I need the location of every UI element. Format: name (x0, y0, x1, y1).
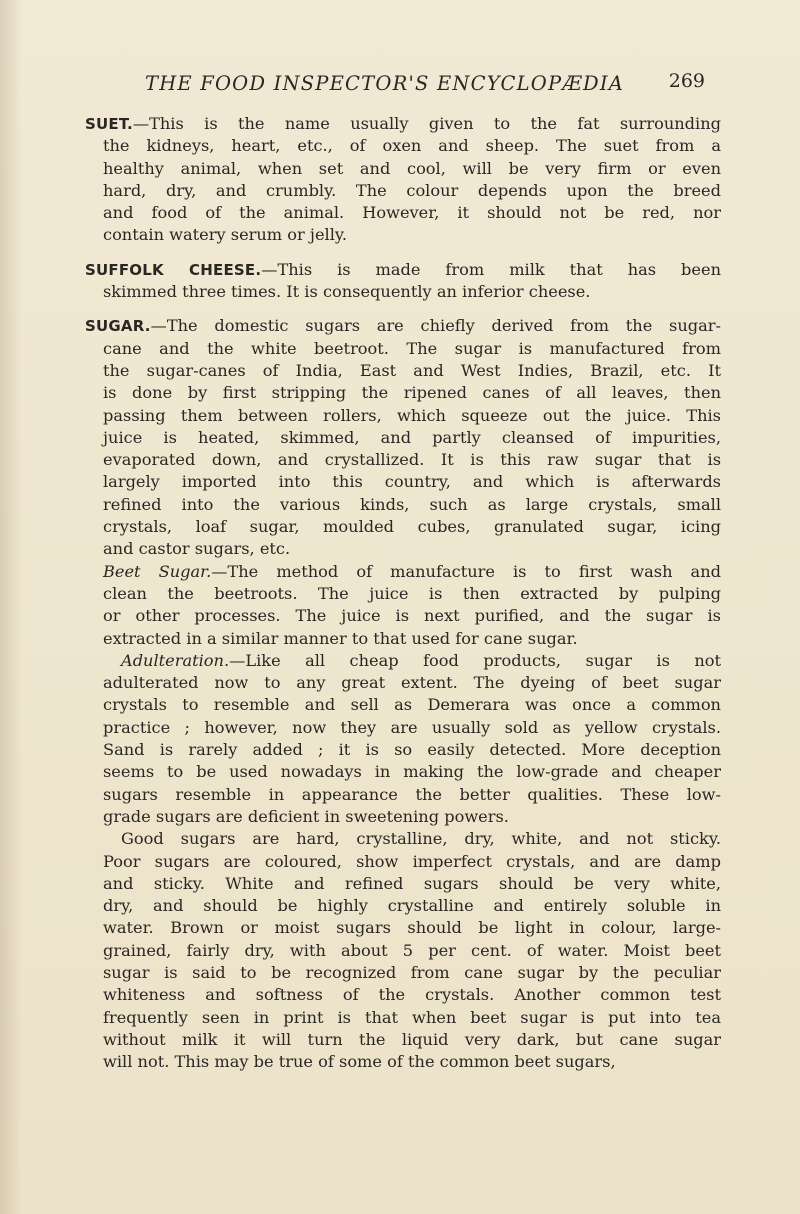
entry-line: evaporated down, and crystallized. It is this raw sugar that is (103, 450, 721, 470)
entry-line: or other processes. The juice is next purified, and the sugar is (103, 606, 721, 626)
entry-line (85, 561, 721, 583)
body-text (85, 113, 721, 1073)
entry-line: refined into the various kinds, such as large crystals, small (103, 494, 721, 514)
entry-line: extracted in a similar manner to that used for cane sugar. (103, 628, 578, 648)
entry-line: Sand is rarely added ; it is so easily detected. More deception (103, 740, 721, 760)
entry-line: crystals, loaf sugar, moulded cubes, granulated sugar, icing (103, 517, 721, 537)
entry-line: water. Brown or moist sugars should be light in colour, large- (103, 918, 721, 938)
entry-headword: SUGAR. (85, 317, 151, 336)
entry-line (85, 259, 721, 281)
entry-line: hard, dry, and crumbly. The colour depends upon the breed (103, 180, 721, 200)
entry-text: —The domestic sugars are chiefly derived from the sugar- (150, 316, 721, 336)
running-head: THE FOOD INSPECTOR'S ENCYCLOPÆDIA (145, 72, 625, 95)
entry-line: juice is heated, skimmed, and partly cleansed of impurities, (103, 427, 721, 447)
entry-line: adulterated now to any great extent. The dyeing of beet sugar (103, 673, 721, 693)
entry-line: without milk it will turn the liquid very dark, but cane sugar (103, 1029, 721, 1049)
subsection-title: Beet Sugar. (103, 561, 212, 581)
page-header (145, 72, 705, 104)
entry-suffolk-cheese (85, 259, 721, 304)
subsection-title: Adulteration. (121, 650, 230, 670)
entry-line: sugars resemble in appearance the better qualities. These low- (103, 784, 721, 804)
entry-line (85, 113, 721, 135)
entry-line: the sugar-canes of India, East and West Indies, Brazil, etc. It (103, 360, 721, 380)
entry-suet (85, 113, 721, 247)
entry-line: Good sugars are hard, crystalline, dry, white, and not sticky. (121, 829, 721, 849)
entry-line: contain watery serum or jelly. (103, 225, 348, 245)
entry-line: Poor sugars are coloured, show imperfect crystals, and are damp (103, 851, 721, 871)
entry-line: practice ; however, now they are usually sold as yellow crystals. (103, 717, 721, 737)
entry-text: —This is made from milk that has been (261, 259, 721, 279)
entry-text: —Like all cheap food products, sugar is not (229, 650, 721, 670)
entry-line: whiteness and softness of the crystals. Another common test (103, 985, 721, 1005)
entry-line: clean the beetroots. The juice is then extracted by pulping (103, 583, 721, 603)
entry-line: frequently seen in print is that when beet sugar is put into tea (103, 1007, 721, 1027)
entry-line: sugar is said to be recognized from cane sugar by the peculiar (103, 962, 721, 982)
entry-line: is done by first stripping the ripened canes of all leaves, then (103, 383, 721, 403)
entry-line: cane and the white beetroot. The sugar is manufactured from (103, 338, 721, 358)
entry-line: crystals to resemble and sell as Demerara was once a common (103, 695, 721, 715)
entry-headword: SUFFOLK CHEESE. (85, 260, 262, 279)
entry-line: seems to be used nowadays in making the low-grade and cheaper (103, 762, 721, 782)
entry-line: and sticky. White and refined sugars should be very white, (103, 873, 721, 893)
entry-line: and food of the animal. However, it should not be red, nor (103, 203, 721, 223)
entry-line: skimmed three times. It is consequently an inferior cheese. (103, 282, 591, 302)
entry-line: passing them between rollers, which squeeze out the juice. This (103, 405, 721, 425)
entry-line: healthy animal, when set and cool, will be very firm or even (103, 158, 721, 178)
entry-line: will not. This may be true of some of the common beet sugars, (103, 1052, 616, 1072)
entry-line (85, 650, 721, 672)
entry-line: the kidneys, heart, etc., of oxen and sheep. The suet from a (103, 136, 721, 156)
entry-sugar (85, 315, 721, 1073)
spine-shadow (0, 0, 22, 1214)
entry-line: dry, and should be highly crystalline and entirely soluble in (103, 896, 721, 916)
entry-line: grade sugars are deficient in sweetening powers. (103, 806, 509, 826)
entry-line (85, 315, 721, 337)
entry-text: —The method of manufacture is to first wash and (211, 561, 721, 581)
entry-headword: SUET. (85, 115, 133, 133)
entry-text: —This is the name usually given to the fat surrounding (132, 114, 721, 133)
page-number: 269 (668, 70, 705, 92)
entry-line: and castor sugars, etc. (103, 539, 291, 559)
entry-line: largely imported into this country, and which is afterwards (103, 472, 721, 492)
entry-line: grained, fairly dry, with about 5 per cent. of water. Moist beet (103, 940, 721, 960)
